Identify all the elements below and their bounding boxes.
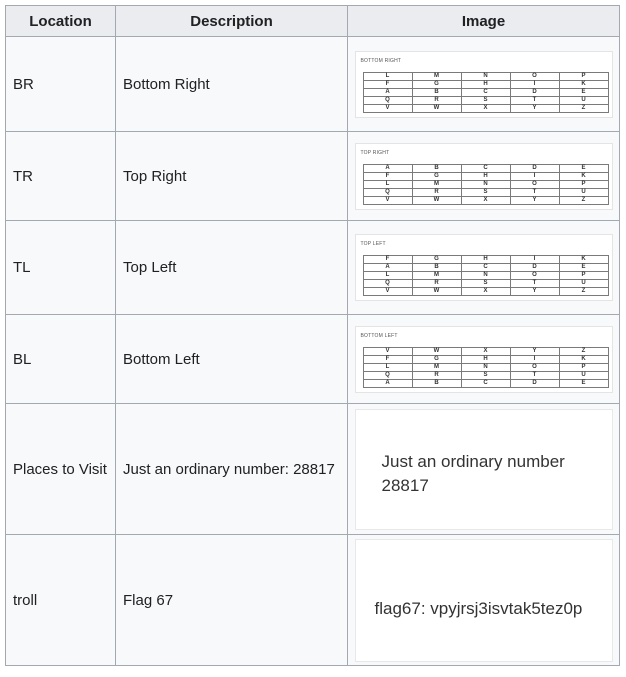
grid-cell: H	[461, 80, 510, 88]
grid-cell: R	[412, 188, 461, 196]
grid-row	[363, 347, 608, 355]
grid-cell: S	[461, 280, 510, 288]
grid-row	[363, 371, 608, 379]
grid-cell: O	[510, 272, 559, 280]
text-image[interactable]	[355, 409, 613, 530]
letter-grid	[363, 164, 609, 205]
grid-cell: P	[559, 180, 608, 188]
grid-row	[363, 288, 608, 296]
grid-cell: F	[363, 355, 412, 363]
grid-image[interactable]	[355, 234, 613, 301]
grid-cell: Z	[559, 347, 608, 355]
grid-cell: K	[559, 355, 608, 363]
grid-cell: W	[412, 288, 461, 296]
description-cell: Bottom Right	[116, 37, 348, 132]
grid-cell: B	[412, 88, 461, 96]
grid-cell: I	[510, 355, 559, 363]
grid-cell: C	[461, 264, 510, 272]
grid-row	[363, 256, 608, 264]
grid-cell: U	[559, 96, 608, 104]
text-image-line-2: 28817	[381, 475, 429, 495]
grid-row	[363, 280, 608, 288]
grid-cell: Q	[363, 280, 412, 288]
grid-cell: R	[412, 371, 461, 379]
grid-cell: N	[461, 363, 510, 371]
image-cell	[348, 221, 620, 315]
grid-cell: K	[559, 172, 608, 180]
grid-row	[363, 80, 608, 88]
table-row	[6, 535, 620, 666]
grid-cell: X	[461, 347, 510, 355]
text-image-line-1: Just an ordinary number	[381, 451, 565, 471]
description-cell: Just an ordinary number: 28817	[116, 404, 348, 535]
header-description: Description	[116, 6, 348, 37]
grid-cell: X	[461, 288, 510, 296]
grid-cell: E	[559, 264, 608, 272]
grid-row	[363, 196, 608, 204]
locations-table	[5, 5, 620, 666]
grid-cell: H	[461, 172, 510, 180]
header-row	[6, 6, 620, 37]
grid-cell: G	[412, 256, 461, 264]
grid-cell: O	[510, 363, 559, 371]
table-row	[6, 132, 620, 221]
grid-row	[363, 264, 608, 272]
grid-cell: A	[363, 379, 412, 387]
grid-cell: F	[363, 172, 412, 180]
grid-cell: N	[461, 72, 510, 80]
grid-cell: F	[363, 256, 412, 264]
table-row	[6, 221, 620, 315]
grid-row	[363, 272, 608, 280]
location-cell: troll	[6, 535, 116, 666]
grid-cell: A	[363, 264, 412, 272]
grid-cell: L	[363, 272, 412, 280]
grid-cell: A	[363, 88, 412, 96]
grid-image[interactable]	[355, 326, 613, 393]
letter-grid	[363, 72, 609, 113]
grid-row	[363, 379, 608, 387]
grid-cell: M	[412, 363, 461, 371]
table-row	[6, 37, 620, 132]
grid-cell: H	[461, 256, 510, 264]
grid-cell: L	[363, 363, 412, 371]
grid-cell: M	[412, 180, 461, 188]
grid-cell: U	[559, 280, 608, 288]
grid-cell: V	[363, 104, 412, 112]
grid-cell: P	[559, 72, 608, 80]
grid-cell: Y	[510, 104, 559, 112]
grid-cell: Z	[559, 288, 608, 296]
grid-cell: W	[412, 196, 461, 204]
grid-cell: Q	[363, 188, 412, 196]
grid-cell: I	[510, 256, 559, 264]
grid-image[interactable]	[355, 143, 613, 210]
grid-cell: S	[461, 188, 510, 196]
grid-cell: Y	[510, 196, 559, 204]
grid-row	[363, 164, 608, 172]
grid-cell: A	[363, 164, 412, 172]
grid-cell: W	[412, 104, 461, 112]
flag-image[interactable]	[355, 539, 613, 662]
grid-cell: W	[412, 347, 461, 355]
grid-cell: G	[412, 355, 461, 363]
grid-cell: E	[559, 164, 608, 172]
grid-cell: T	[510, 371, 559, 379]
grid-cell: Z	[559, 196, 608, 204]
grid-cell: G	[412, 172, 461, 180]
image-cell	[348, 37, 620, 132]
grid-cell: C	[461, 88, 510, 96]
grid-cell: S	[461, 371, 510, 379]
location-cell: TL	[6, 221, 116, 315]
grid-row	[363, 72, 608, 80]
grid-row	[363, 355, 608, 363]
grid-row	[363, 363, 608, 371]
letter-grid	[363, 255, 609, 296]
grid-image-title: BOTTOM LEFT	[360, 332, 398, 339]
grid-cell: N	[461, 272, 510, 280]
description-cell: Top Right	[116, 132, 348, 221]
grid-cell: M	[412, 72, 461, 80]
grid-image-title: TOP RIGHT	[360, 149, 390, 156]
grid-row	[363, 96, 608, 104]
grid-cell: S	[461, 96, 510, 104]
grid-cell: L	[363, 180, 412, 188]
grid-cell: I	[510, 80, 559, 88]
grid-cell: Y	[510, 288, 559, 296]
image-cell	[348, 132, 620, 221]
description-cell: Bottom Left	[116, 315, 348, 404]
header-location: Location	[6, 6, 116, 37]
image-cell	[348, 404, 620, 535]
flag-image-text: flag67: vpyjrsj3isvtak5tez0p	[374, 598, 583, 618]
grid-cell: D	[510, 88, 559, 96]
grid-cell: D	[510, 164, 559, 172]
grid-cell: B	[412, 264, 461, 272]
table-row	[6, 315, 620, 404]
grid-cell: R	[412, 280, 461, 288]
grid-cell: V	[363, 347, 412, 355]
grid-cell: T	[510, 96, 559, 104]
grid-cell: Q	[363, 371, 412, 379]
grid-row	[363, 104, 608, 112]
grid-cell: T	[510, 280, 559, 288]
grid-cell: K	[559, 80, 608, 88]
grid-cell: B	[412, 164, 461, 172]
grid-image-title: BOTTOM RIGHT	[360, 57, 402, 64]
grid-cell: V	[363, 288, 412, 296]
header-image: Image	[348, 6, 620, 37]
description-cell: Top Left	[116, 221, 348, 315]
image-cell	[348, 315, 620, 404]
letter-grid	[363, 347, 609, 388]
grid-cell: V	[363, 196, 412, 204]
grid-cell: R	[412, 96, 461, 104]
grid-cell: G	[412, 80, 461, 88]
grid-image-title: TOP LEFT	[360, 241, 386, 247]
grid-cell: O	[510, 72, 559, 80]
grid-cell: P	[559, 272, 608, 280]
grid-row	[363, 172, 608, 180]
grid-cell: C	[461, 164, 510, 172]
location-cell: BL	[6, 315, 116, 404]
grid-row	[363, 188, 608, 196]
grid-image[interactable]	[355, 51, 613, 118]
grid-cell: O	[510, 180, 559, 188]
grid-cell: I	[510, 172, 559, 180]
location-cell: BR	[6, 37, 116, 132]
grid-cell: C	[461, 379, 510, 387]
grid-cell: L	[363, 72, 412, 80]
grid-cell: Q	[363, 96, 412, 104]
location-cell: TR	[6, 132, 116, 221]
grid-cell: Y	[510, 347, 559, 355]
grid-cell: M	[412, 272, 461, 280]
grid-cell: E	[559, 379, 608, 387]
grid-cell: H	[461, 355, 510, 363]
description-cell: Flag 67	[116, 535, 348, 666]
grid-cell: U	[559, 188, 608, 196]
grid-cell: T	[510, 188, 559, 196]
grid-row	[363, 88, 608, 96]
grid-cell: E	[559, 88, 608, 96]
grid-cell: Z	[559, 104, 608, 112]
grid-cell: X	[461, 104, 510, 112]
grid-cell: F	[363, 80, 412, 88]
grid-cell: B	[412, 379, 461, 387]
image-cell	[348, 535, 620, 666]
location-cell: Places to Visit	[6, 404, 116, 535]
grid-cell: X	[461, 196, 510, 204]
grid-cell: U	[559, 371, 608, 379]
grid-cell: D	[510, 379, 559, 387]
grid-cell: K	[559, 256, 608, 264]
table-row	[6, 404, 620, 535]
grid-cell: D	[510, 264, 559, 272]
grid-cell: P	[559, 363, 608, 371]
grid-row	[363, 180, 608, 188]
grid-cell: N	[461, 180, 510, 188]
